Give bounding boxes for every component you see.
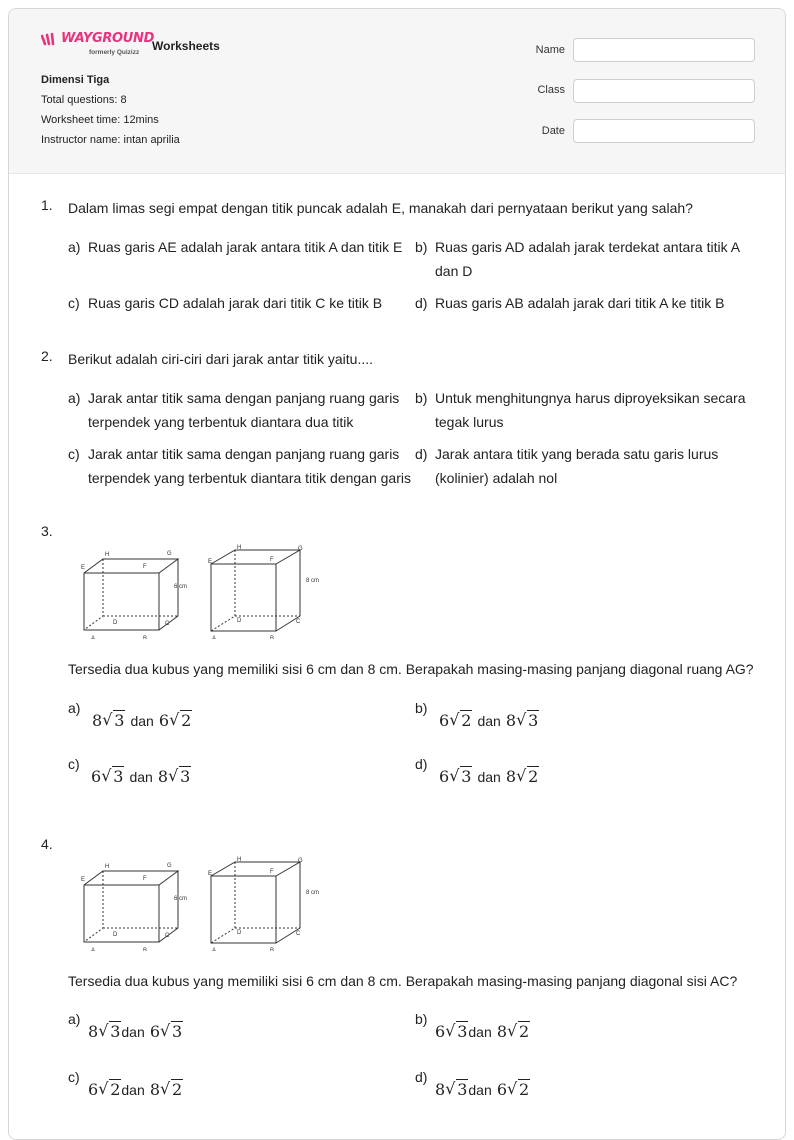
option-b[interactable] (415, 387, 755, 435)
option-b[interactable] (415, 236, 755, 284)
coefficient: 8 (505, 711, 517, 730)
worksheet-time: Worksheet time: 12mins (41, 114, 159, 126)
conjunction: dan (121, 1024, 145, 1040)
cube-side-label: 8 cm (306, 578, 320, 584)
radicand: 3 (172, 1022, 183, 1041)
cube-label-e: E (208, 559, 213, 565)
coefficient: 6 (496, 1080, 508, 1099)
cube-label-d: D (113, 620, 118, 626)
coefficient: 6 (439, 767, 450, 786)
option-letter: d) (415, 756, 428, 772)
coefficient: 8 (157, 767, 169, 786)
option-math (88, 1020, 183, 1045)
sqrt-icon (445, 1020, 468, 1044)
option-c[interactable] (68, 1066, 398, 1106)
option-text-line-2: terpendek yang terbentuk diantara titik dengan garis (88, 470, 411, 486)
cube-edges (211, 550, 300, 631)
question-number: 1. (41, 197, 53, 213)
sqrt-icon (445, 1078, 468, 1102)
option-text: Ruas garis CD adalah jarak dari titik C ke titik B (88, 295, 383, 311)
option-letter: d) (415, 446, 428, 462)
cube-label-e: E (81, 877, 86, 883)
question-number: 4. (41, 836, 53, 852)
option-a[interactable] (68, 1008, 398, 1048)
option-letter: d) (415, 295, 428, 311)
cube-label-f: F (143, 564, 147, 570)
option-math (92, 709, 192, 734)
radicand: 3 (457, 1022, 468, 1041)
worksheet (8, 8, 786, 1140)
small-cube (84, 559, 178, 630)
option-letter: a) (68, 1011, 81, 1027)
instructor-name: Instructor name: intan aprilia (41, 134, 180, 146)
worksheet-title: Dimensi Tiga (41, 74, 110, 86)
conjunction: dan (477, 769, 501, 785)
conjunction: dan (129, 769, 153, 785)
cube-label-e: E (208, 871, 213, 877)
option-letter: d) (415, 1069, 428, 1085)
cube-label-a: A (91, 636, 96, 639)
cube-side-label: 8 cm (306, 890, 320, 896)
brand-name: WAYGROUND (61, 31, 155, 46)
radicand: 3 (114, 711, 125, 730)
coefficient: 8 (149, 1080, 161, 1099)
option-letter: c) (68, 756, 80, 772)
sqrt-icon (98, 1078, 121, 1102)
cube-label-a: A (212, 636, 217, 639)
cube-hidden-edges (211, 862, 300, 943)
option-text-line-1: Jarak antar titik sama dengan panjang ruang garis (88, 446, 400, 462)
cube-edges (84, 871, 178, 942)
option-letter: c) (68, 1069, 80, 1085)
conjunction: dan (121, 1082, 145, 1098)
option-math (88, 1078, 183, 1103)
sqrt-icon (160, 1020, 183, 1044)
cube-label-a: A (212, 948, 217, 951)
cube-side-label: 6 cm (174, 896, 188, 902)
coefficient: 8 (505, 767, 517, 786)
option-d[interactable] (415, 1066, 745, 1106)
option-math (435, 1020, 530, 1045)
option-letter: a) (68, 390, 81, 406)
name-field[interactable] (573, 38, 755, 62)
cube-label-d: D (113, 932, 118, 938)
option-math (439, 765, 539, 790)
date-label: Date (541, 125, 565, 137)
option-letter: a) (68, 700, 81, 716)
cube-label-g: G (298, 858, 303, 864)
class-field[interactable] (573, 79, 755, 103)
coefficient: 6 (91, 767, 102, 786)
coefficient: 6 (435, 1022, 446, 1041)
cube-label-f: F (270, 557, 274, 563)
option-b[interactable] (415, 1008, 745, 1048)
option-text-line-2: (kolinier) adalah nol (435, 470, 558, 486)
option-text-line-2: terpendek yang terbentuk diantara dua titik (88, 414, 354, 430)
radicand: 3 (113, 767, 124, 786)
total-questions: Total questions: 8 (41, 94, 127, 106)
cube-label-g: G (167, 551, 172, 557)
option-a[interactable] (68, 697, 398, 737)
option-letter: c) (68, 295, 80, 311)
cube-label-c: C (165, 933, 170, 939)
option-text: Ruas garis AB adalah jarak dari titik A ke titik B (435, 295, 725, 311)
option-letter: c) (68, 446, 80, 462)
radicand: 3 (461, 767, 472, 786)
option-math (435, 1078, 530, 1103)
sqrt-icon (98, 1020, 121, 1044)
option-d[interactable] (415, 443, 755, 491)
brand-formerly: formerly Quizizz (89, 49, 140, 56)
cube-label-h: H (105, 864, 110, 870)
radicand: 3 (528, 711, 539, 730)
option-math (439, 709, 539, 734)
cube-label-f: F (270, 869, 274, 875)
radicand: 3 (457, 1080, 468, 1099)
option-math (91, 765, 191, 790)
coefficient: 6 (149, 1022, 161, 1041)
coefficient: 8 (435, 1080, 446, 1099)
cube-label-c: C (296, 619, 301, 625)
cube-label-b: B (143, 636, 148, 639)
option-c[interactable] (68, 753, 398, 793)
sqrt-icon (449, 709, 472, 733)
cubes-figure (75, 535, 325, 639)
cube-label-a: A (91, 948, 96, 951)
sqrt-icon (516, 765, 539, 789)
cube-label-h: H (105, 552, 110, 558)
question-text: Tersedia dua kubus yang memiliki sisi 6 cm dan 8 cm. Berapakah masing-masing panjang diagonal ruang AG? (68, 661, 754, 677)
coefficient: 8 (88, 1022, 99, 1041)
option-a[interactable] (68, 387, 408, 435)
option-text-line-1: Jarak antara titik yang berada satu garis lurus (435, 446, 719, 462)
cube-side-label: 6 cm (174, 584, 188, 590)
conjunction: dan (130, 713, 154, 729)
large-cube (211, 550, 300, 631)
option-d[interactable] (415, 753, 745, 793)
coefficient: 8 (496, 1022, 508, 1041)
question-number: 3. (41, 523, 53, 539)
small-cube (84, 871, 178, 942)
option-letter: b) (415, 239, 428, 255)
sqrt-icon (102, 709, 125, 733)
radicand: 2 (519, 1080, 530, 1099)
radicand: 2 (181, 711, 192, 730)
option-text-line-2: tegak lurus (435, 414, 504, 430)
cubes-figure (75, 847, 325, 951)
option-text: Ruas garis AE adalah jarak antara titik A dan titik E (88, 239, 403, 255)
sqrt-icon (507, 1078, 530, 1102)
option-text-line-1: Jarak antar titik sama dengan panjang ruang garis (88, 390, 400, 406)
radicand: 2 (110, 1080, 121, 1099)
option-b[interactable] (415, 697, 745, 737)
option-text-line-1: Untuk menghitungnya harus diproyeksikan secara (435, 390, 746, 406)
cube-label-h: H (237, 857, 242, 863)
option-letter: a) (68, 239, 81, 255)
option-text-line-1: Ruas garis AD adalah jarak terdekat antara titik A (435, 239, 741, 255)
radicand: 2 (528, 767, 539, 786)
logo-mark-icon (41, 33, 61, 47)
cube-label-d: D (237, 618, 242, 624)
option-text-line-2: dan D (435, 263, 473, 279)
cube-edges (84, 559, 178, 630)
cube-label-g: G (167, 863, 172, 869)
worksheet-header (9, 9, 785, 174)
cube-edges (211, 862, 300, 943)
cube-hidden-edges (211, 550, 300, 631)
cube-label-d: D (237, 930, 242, 936)
cube-label-b: B (270, 636, 275, 639)
class-label: Class (537, 84, 565, 96)
radicand: 2 (519, 1022, 530, 1041)
cube-label-e: E (81, 565, 86, 571)
date-field[interactable] (573, 119, 755, 143)
coefficient: 6 (158, 711, 170, 730)
radicand: 2 (461, 711, 472, 730)
conjunction: dan (477, 713, 501, 729)
coefficient: 6 (439, 711, 450, 730)
name-label: Name (535, 44, 565, 56)
conjunction: dan (468, 1082, 492, 1098)
option-letter: b) (415, 1011, 428, 1027)
conjunction: dan (468, 1024, 492, 1040)
sqrt-icon (449, 765, 472, 789)
sqrt-icon (101, 765, 124, 789)
sqrt-icon (160, 1078, 183, 1102)
large-cube (211, 862, 300, 943)
question-text: Dalam limas segi empat dengan titik puncak adalah E, manakah dari pernyataan berikut yang salah? (68, 200, 693, 216)
radicand: 2 (172, 1080, 183, 1099)
option-c[interactable] (68, 443, 411, 491)
option-letter: b) (415, 700, 428, 716)
cube-label-b: B (270, 948, 275, 951)
cube-label-h: H (237, 545, 242, 551)
cube-label-c: C (165, 621, 170, 627)
cube-label-g: G (298, 546, 303, 552)
question-text: Tersedia dua kubus yang memiliki sisi 6 cm dan 8 cm. Berapakah masing-masing panjang diagonal sisi AC? (68, 973, 738, 989)
question-number: 2. (41, 348, 53, 364)
radicand: 3 (110, 1022, 121, 1041)
option-letter: b) (415, 390, 428, 406)
sqrt-icon (507, 1020, 530, 1044)
sqrt-icon (168, 765, 191, 789)
coefficient: 6 (88, 1080, 99, 1099)
sqrt-icon (516, 709, 539, 733)
coefficient: 8 (92, 711, 103, 730)
section-label: Worksheets (152, 39, 220, 53)
cube-label-b: B (143, 948, 148, 951)
radicand: 3 (180, 767, 191, 786)
cube-label-c: C (296, 931, 301, 937)
question-text: Berikut adalah ciri-ciri dari jarak antar titik yaitu.... (68, 351, 373, 367)
cube-label-f: F (143, 876, 147, 882)
sqrt-icon (169, 709, 192, 733)
